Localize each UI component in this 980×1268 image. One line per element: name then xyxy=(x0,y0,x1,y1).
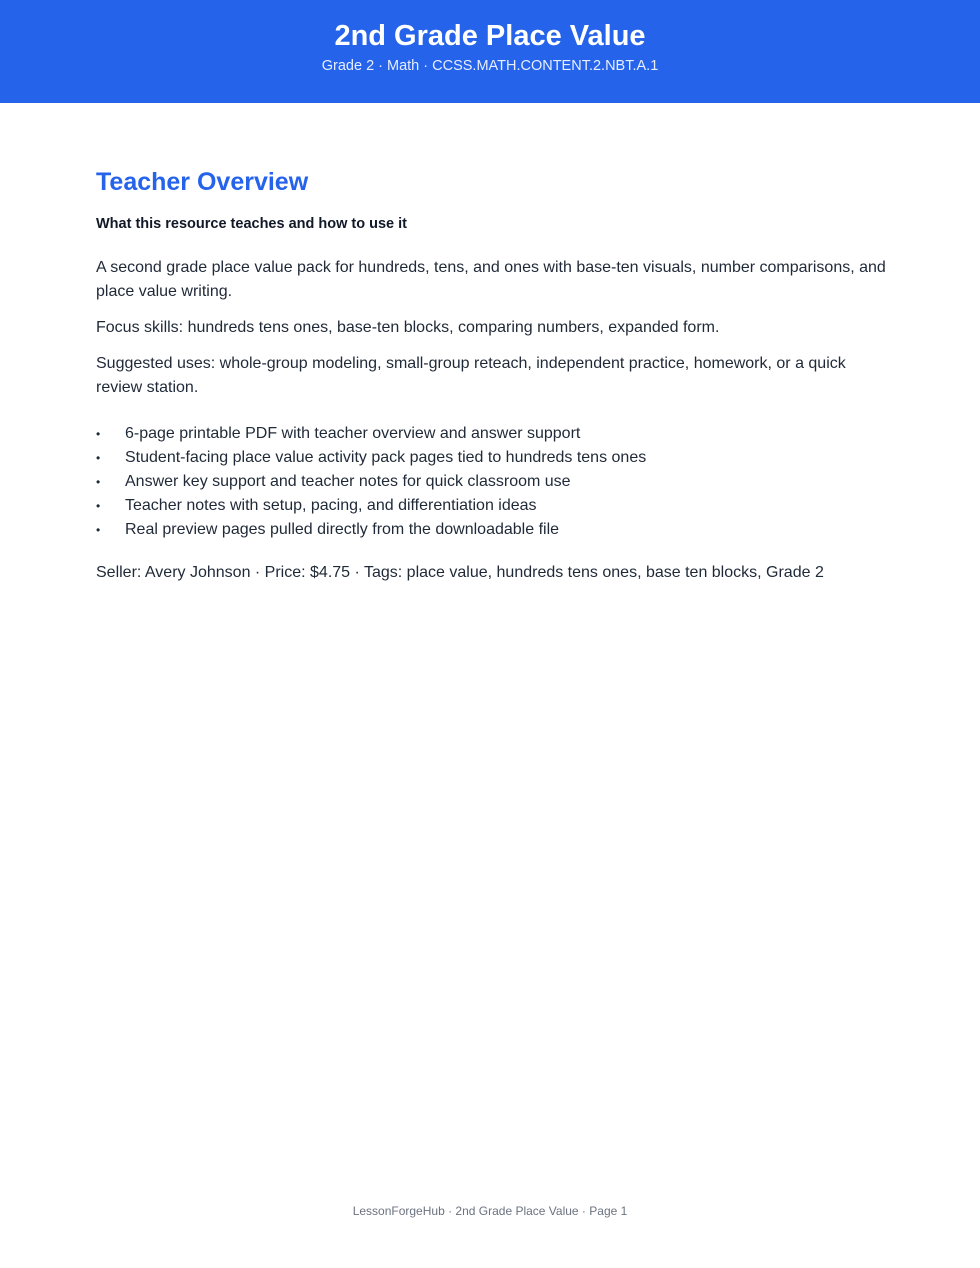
bullet-icon: • xyxy=(96,451,101,465)
main-content xyxy=(96,166,896,585)
page-subtitle: Grade 2 · Math · CCSS.MATH.CONTENT.2.NBT.A.1 xyxy=(321,58,659,74)
list-item xyxy=(96,470,896,494)
feature-list xyxy=(96,422,896,542)
list-item-text: 6-page printable PDF with teacher overview and answer support xyxy=(125,425,581,442)
bullet-icon: • xyxy=(96,523,101,537)
list-item-text: Answer key support and teacher notes for quick classroom use xyxy=(125,473,571,490)
page-title: 2nd Grade Place Value xyxy=(334,20,646,52)
focus-skills-paragraph: Focus skills: hundreds tens ones, base-ten blocks, comparing numbers, expanded form. xyxy=(96,319,720,336)
list-item xyxy=(96,446,896,470)
list-item xyxy=(96,518,896,542)
list-item xyxy=(96,494,896,518)
page-footer: LessonForgeHub · 2nd Grade Place Value · Page 1 xyxy=(352,1204,628,1218)
bullet-icon: • xyxy=(96,499,101,513)
list-item-text: Student-facing place value activity pack pages tied to hundreds tens ones xyxy=(125,449,647,466)
section-subtitle: What this resource teaches and how to use it xyxy=(96,216,408,232)
bullet-icon: • xyxy=(96,475,101,489)
seller-meta: Seller: Avery Johnson · Price: $4.75 · Tags: place value, hundreds tens ones, base ten blocks, Grade 2 xyxy=(96,564,824,581)
list-item-text: Real preview pages pulled directly from the downloadable file xyxy=(125,521,560,538)
description-paragraph: A second grade place value pack for hundreds, tens, and ones with base-ten visuals, number comparisons, and place value writing. xyxy=(96,259,886,300)
suggested-uses-paragraph: Suggested uses: whole-group modeling, small-group reteach, independent practice, homework, or a quick review station. xyxy=(96,355,846,396)
header-banner xyxy=(0,0,980,103)
list-item xyxy=(96,422,896,446)
section-title: Teacher Overview xyxy=(96,168,309,196)
bullet-icon: • xyxy=(96,427,101,441)
list-item-text: Teacher notes with setup, pacing, and differentiation ideas xyxy=(125,497,537,514)
